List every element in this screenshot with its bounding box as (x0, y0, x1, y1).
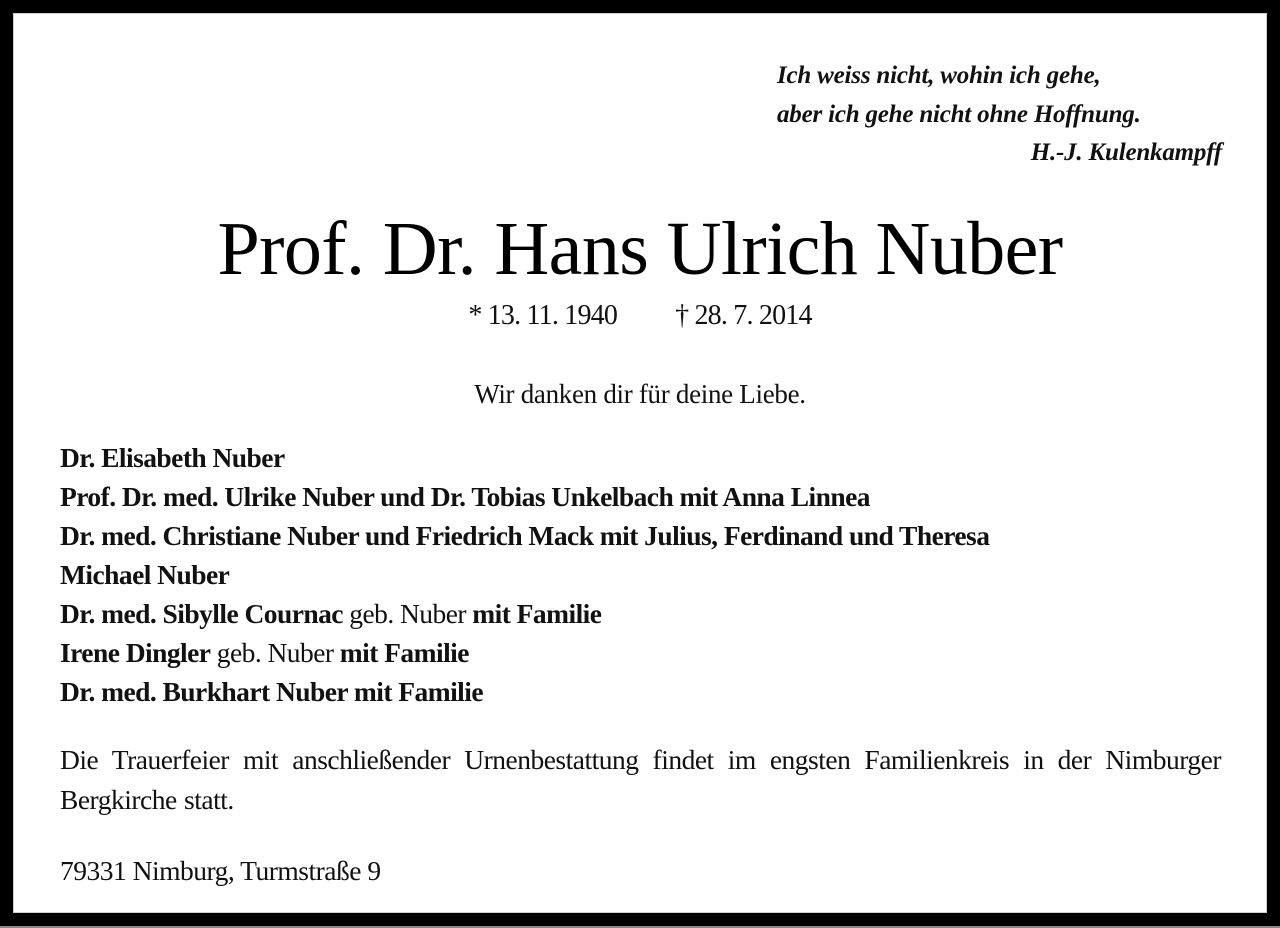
ceremony-notice: Die Trauerfeier mit anschließender Urnenbestattung findet im engsten Familienkreis in der Nimburger Bergkirche statt. (60, 744, 1221, 815)
mourner-row (60, 594, 1240, 633)
deceased-name: Prof. Dr. Hans Ulrich Nuber (217, 207, 1063, 291)
mourner-name: Dr. med. Burkhart Nuber mit Familie (60, 676, 484, 707)
mourner-row (60, 516, 1240, 555)
death-date: † 28. 7. 2014 (675, 300, 812, 331)
family-address: 79331 Nimburg, Turmstraße 9 (60, 855, 381, 886)
mourner-name: Dr. med. Christiane Nuber und Friedrich Mack mit Julius, Ferdinand und Theresa (60, 520, 990, 551)
thanks-line: Wir danken dir für deine Liebe. (474, 379, 806, 409)
mourner-name: Irene Dingler (60, 637, 211, 668)
maiden-name-note: geb. Nuber (210, 637, 340, 668)
mourners-list (60, 438, 1240, 711)
mourner-name: Michael Nuber (60, 559, 230, 590)
family-note: mit Familie (339, 637, 469, 668)
maiden-name-note: geb. Nuber (342, 598, 473, 629)
quote-line: Ich weiss nicht, wohin ich gehe, (777, 62, 1101, 89)
mourner-name: Dr. Elisabeth Nuber (60, 442, 285, 473)
obituary-notice (13, 13, 1267, 913)
family-note: mit Familie (472, 598, 602, 629)
mourner-name: Prof. Dr. med. Ulrike Nuber und Dr. Tobias Unkelbach mit Anna Linnea (60, 481, 870, 512)
mourner-row (60, 438, 1240, 477)
mourner-row (60, 672, 1240, 711)
life-dates (13, 296, 1267, 336)
mourner-row (60, 633, 1240, 672)
mourner-name: Dr. med. Sibylle Cournac (60, 598, 343, 629)
epigraph-quote (777, 57, 1222, 173)
quote-line: aber ich gehe nicht ohne Hoffnung. (777, 100, 1141, 128)
birth-date: * 13. 11. 1940 (468, 300, 618, 331)
quote-attribution: H.-J. Kulenkampff (1030, 139, 1222, 166)
mourner-row (60, 477, 1240, 516)
mourner-row (60, 555, 1240, 594)
